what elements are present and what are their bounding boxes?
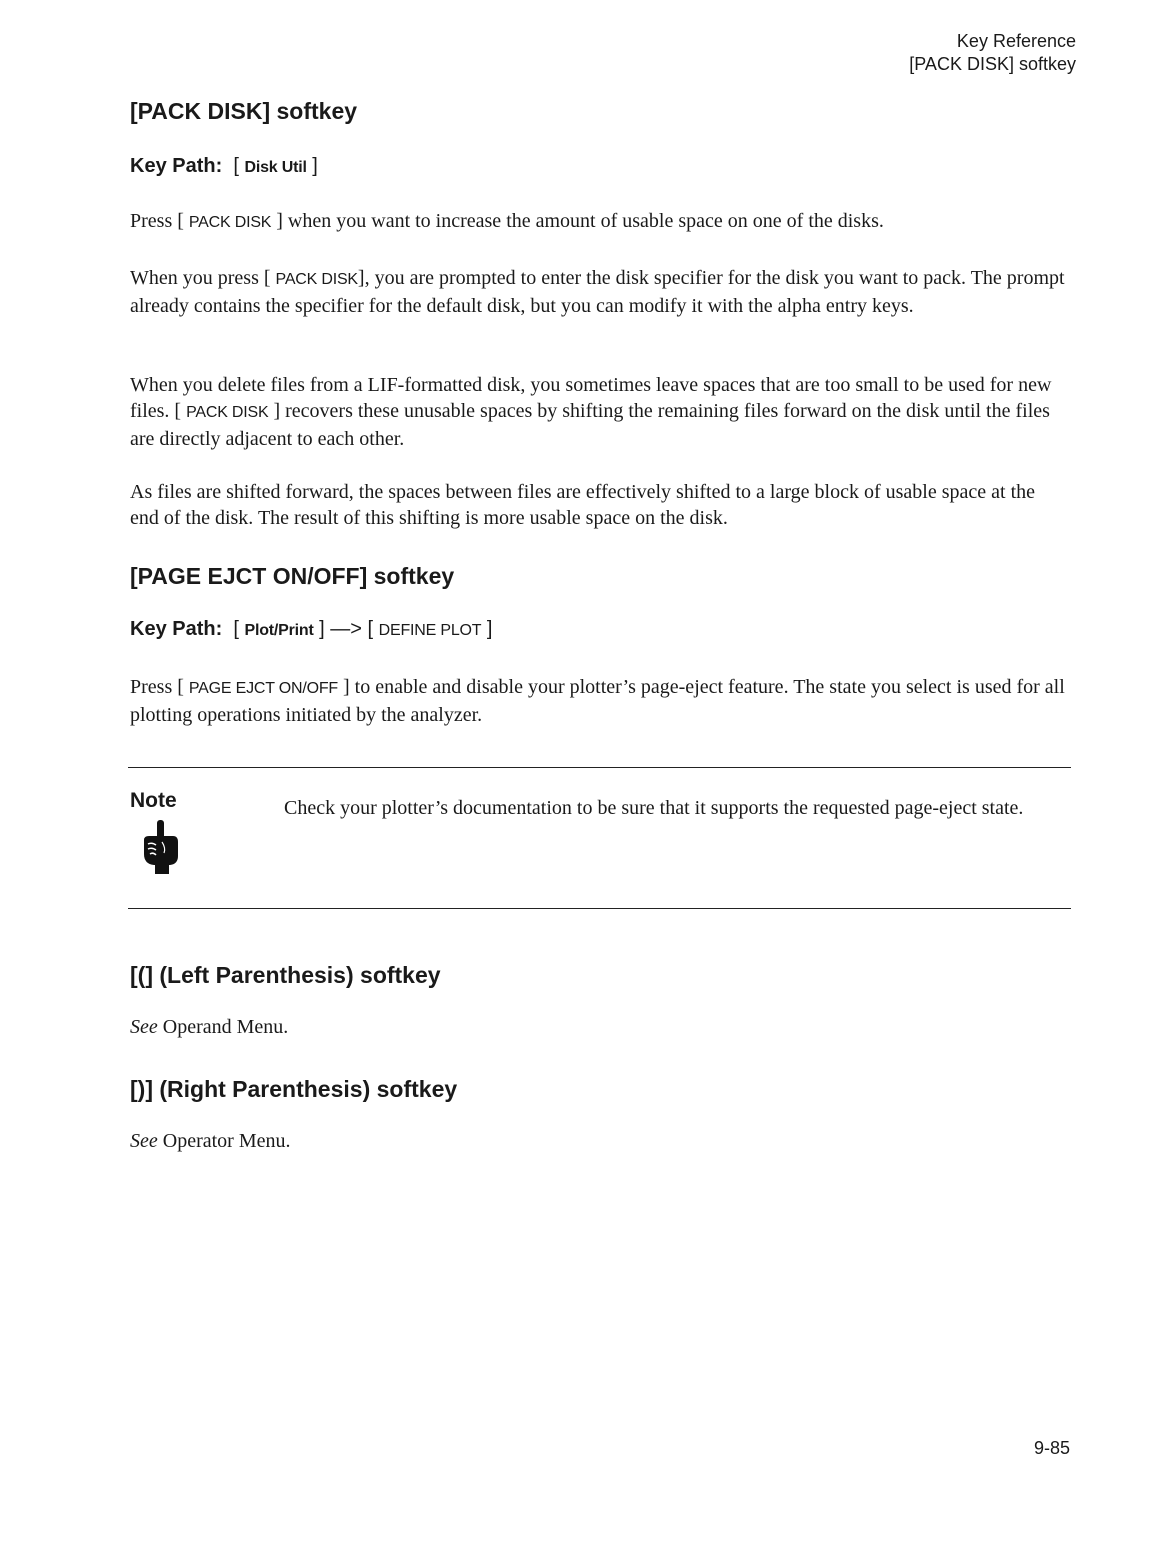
- right-paren-see-line: [130, 1128, 1065, 1154]
- note-top-rule: [128, 767, 1071, 768]
- key-pack-disk: PACK DISK: [186, 404, 269, 421]
- key-pack-disk: PACK DISK: [275, 271, 358, 288]
- key-path-arrow: —>: [330, 618, 362, 640]
- pack-disk-paragraph-4: As files are shifted forward, the spaces between files are effectively shifted to a large block of usable space at the end of the disk. The result of this shifting is more usable space on the disk.: [130, 481, 1035, 529]
- see-label: See: [130, 1016, 158, 1038]
- page-eject-key-path: Key Path: [ Plot/Print ] —> [ DEFINE PLOT ]: [130, 618, 493, 640]
- header-line-1: Key Reference: [956, 31, 1076, 51]
- key-disk-util: Disk Util: [244, 159, 307, 176]
- pack-disk-paragraph-2: When you press [ PACK DISK], you are prompted to enter the disk specifier for the disk you want to pack. The prompt already contains the specifier for the default disk, but you can modify it with the alpha entry keys.: [130, 267, 1065, 317]
- running-header: [909, 30, 1076, 76]
- key-define-plot: DEFINE PLOT: [378, 622, 482, 639]
- key-path-label: Key Path:: [130, 618, 223, 640]
- pack-disk-key-path: Key Path: [ Disk Util ]: [130, 155, 318, 177]
- right-paren-heading: [)] (Right Parenthesis) softkey: [130, 1076, 458, 1102]
- left-paren-see-line: [130, 1014, 1065, 1040]
- page-number: 9-85: [1033, 1438, 1070, 1458]
- page-eject-heading: [PAGE EJCT ON/OFF] softkey: [130, 563, 455, 589]
- key-path-label: Key Path:: [130, 155, 223, 177]
- see-reference: Operator Menu.: [162, 1130, 291, 1152]
- pack-disk-paragraph-1: Press [ PACK DISK ] when you want to increase the amount of usable space on one of the disks.: [130, 210, 884, 232]
- key-pack-disk: PACK DISK: [188, 214, 272, 231]
- page-eject-paragraph-1: Press [ PAGE EJCT ON/OFF ] to enable and disable your plotter’s page-eject feature. The state you select is used for all plotting operations initiated by the analyzer.: [130, 676, 1065, 726]
- note-text: Check your plotter’s documentation to be sure that it supports the requested page-eject state.: [284, 797, 1024, 819]
- pointing-hand-icon: [140, 818, 182, 881]
- see-label: See: [130, 1130, 158, 1152]
- note-label: Note: [130, 789, 177, 812]
- left-paren-heading: [(] (Left Parenthesis) softkey: [130, 962, 441, 988]
- key-plot-print: Plot/Print: [244, 622, 314, 639]
- header-line-2: [PACK DISK] softkey: [909, 54, 1076, 74]
- pack-disk-heading: [PACK DISK] softkey: [130, 98, 358, 124]
- pack-disk-paragraph-3: When you delete files from a LIF-formatted disk, you sometimes leave spaces that are too small to be used for new files. [ PACK DISK ] recovers these unusable spaces by shifting the remaining files forward on the disk until the files are directly adjacent to each other.: [130, 374, 1052, 450]
- see-reference: Operand Menu.: [162, 1016, 289, 1038]
- note-bottom-rule: [128, 908, 1071, 909]
- key-page-ejct: PAGE EJCT ON/OFF: [188, 680, 339, 697]
